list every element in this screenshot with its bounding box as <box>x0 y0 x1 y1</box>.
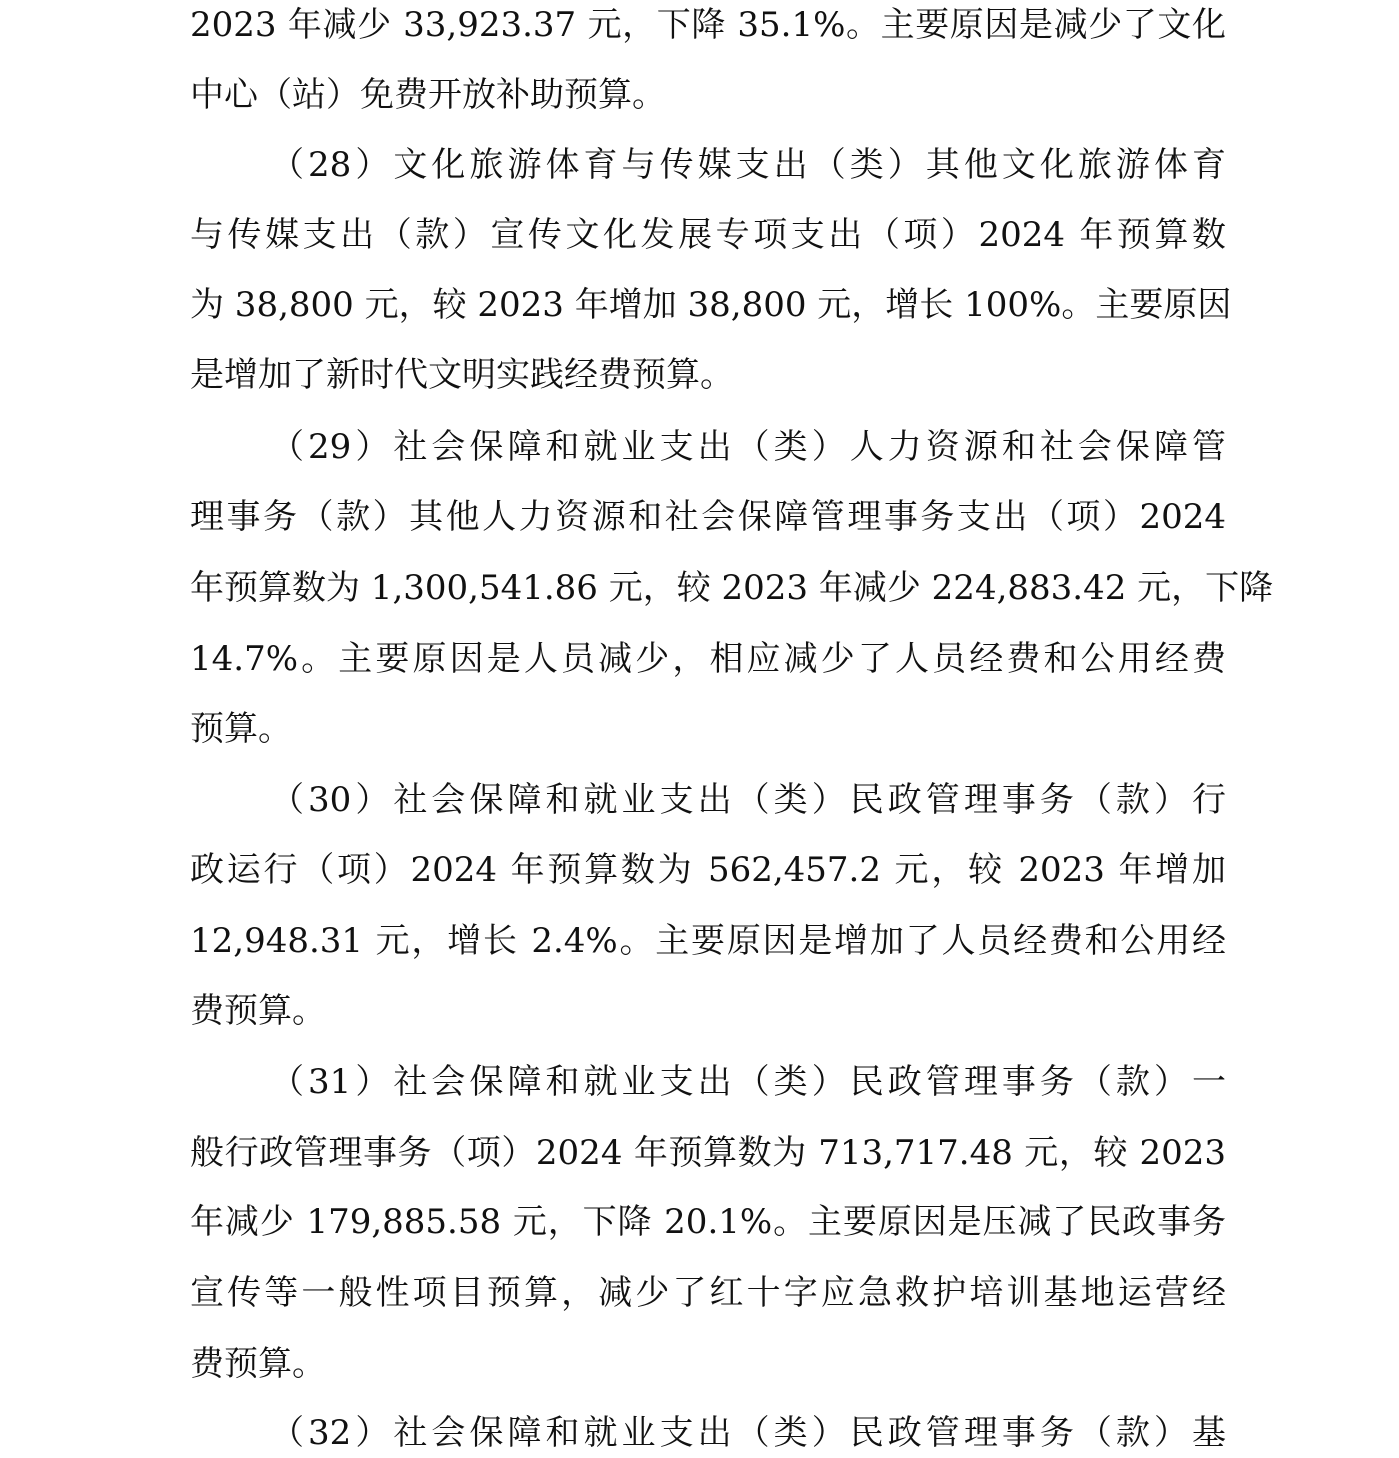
paragraph-start-31: （31）社会保障和就业支出（类）民政管理事务（款）一 <box>270 1062 1226 1102</box>
paragraph-start-30: （30）社会保障和就业支出（类）民政管理事务（款）行 <box>270 780 1226 820</box>
text-line: 理事务（款）其他人力资源和社会保障管理事务支出（项）2024 <box>190 497 1226 537</box>
text-line: 预算。 <box>190 709 292 749</box>
text-line: 费预算。 <box>190 991 326 1031</box>
text-line: 与传媒支出（款）宣传文化发展专项支出（项）2024 年预算数 <box>190 215 1226 255</box>
text-line: 年预算数为 1,300,541.86 元，较 2023 年减少 224,883.42 元，下降 <box>190 568 1274 608</box>
text-line: 14.7%。主要原因是人员减少，相应减少了人员经费和公用经费 <box>190 639 1226 679</box>
paragraph-start-28: （28）文化旅游体育与传媒支出（类）其他文化旅游体育 <box>270 145 1226 185</box>
text-line: 政运行（项）2024 年预算数为 562,457.2 元，较 2023 年增加 <box>190 850 1226 890</box>
text-line: 为 38,800 元，较 2023 年增加 38,800 元，增长 100%。主要原因 <box>190 285 1232 325</box>
paragraph-start-29: （29）社会保障和就业支出（类）人力资源和社会保障管 <box>270 427 1226 467</box>
text-line: 2023 年减少 33,923.37 元，下降 35.1%。主要原因是减少了文化 <box>190 5 1226 45</box>
text-line: 宣传等一般性项目预算，减少了红十字应急救护培训基地运营经 <box>190 1273 1226 1313</box>
text-line: 12,948.31 元，增长 2.4%。主要原因是增加了人员经费和公用经 <box>190 921 1226 961</box>
text-line: 费预算。 <box>190 1344 326 1384</box>
text-line: 是增加了新时代文明实践经费预算。 <box>190 355 734 395</box>
text-line: 中心（站）免费开放补助预算。 <box>190 75 666 115</box>
paragraph-start-32: （32）社会保障和就业支出（类）民政管理事务（款）基 <box>270 1413 1226 1453</box>
text-line: 般行政管理事务（项）2024 年预算数为 713,717.48 元，较 2023 <box>190 1133 1226 1173</box>
text-line: 年减少 179,885.58 元，下降 20.1%。主要原因是压减了民政事务 <box>190 1202 1226 1242</box>
